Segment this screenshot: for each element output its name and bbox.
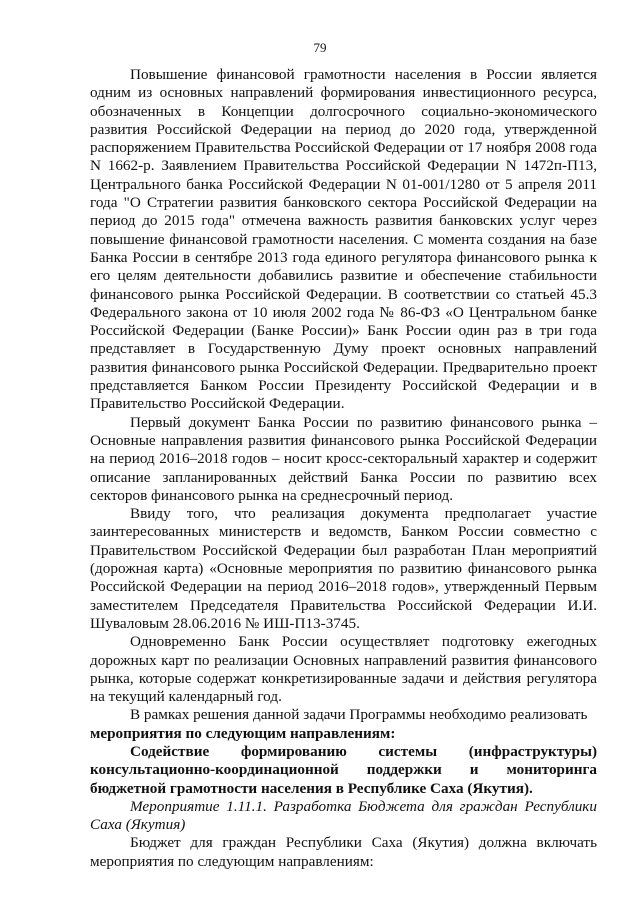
- paragraph-support-system: Содействие формированию системы (инфраструктуры) консультационно-координационной поддержки и мониторинга бюджетной грамотности населения в Республике Саха (Якутия).: [90, 742, 597, 797]
- paragraph-annual-roadmaps: Одновременно Банк России осуществляет подготовку ежегодных дорожных карт по реализации Основных направлений развития финансового рынка, которые содержат конкретизированные задачи и действия регулятора на текущий календарный год.: [90, 633, 597, 706]
- paragraph-financial-literacy: Повышение финансовой грамотности населения в России является одним из основных направлений формирования инвестиционного ресурса, обозначенных в Концепции долгосрочного социально-экономического развития Российской Федерации на период до 2020 года, утвержденной распоряжением Правительства Российской Федерации от 17 ноября 2008 года N 1662-р. Заявлением Правительства Российской Федерации N 1472п-П13, Центрального банка Российской Федерации N 01-001/1280 от 5 апреля 2011 года "О Стратегии развития банковского сектора Российской Федерации на период до 2015 года" отмечена важность развития банковских услуг через повышение финансовой грамотности населения. С момента создания на базе Банка России в сентябре 2013 года единого регулятора финансового рынка к его целям деятельности добавились развитие и обеспечение стабильности финансового рынка Российской Федерации. В соответствии со статьей 45.3 Федерального закона от 10 июля 2002 года № 86-ФЗ «О Центральном банке Российской Федерации (Банке России)» Банк России один раз в три года представляет в Государственную Думу проект основных направлений развития финансового рынка Российской Федерации. Предварительно проект представляется Банком России Президенту Российской Федерации и в Правительство Российской Федерации.: [90, 66, 597, 413]
- paragraph-measure-title: Мероприятие 1.11.1. Разработка Бюджета для граждан Республики Саха (Якутия): [90, 797, 597, 834]
- page-number: 79: [313, 40, 327, 55]
- paragraph-first-document: Первый документ Банка России по развитию финансового рынка – Основные направления развития финансового рынка Российской Федерации на период 2016–2018 годов – носит кросс-секторальный характер и содержит описание запланированных действий Банка России по развитию всех секторов финансового рынка на среднесрочный период.: [90, 413, 597, 504]
- program-task-heading: мероприятия по следующим направлениям:: [90, 724, 396, 742]
- program-task-intro: В рамках решения данной задачи Программы необходимо реализовать: [130, 706, 588, 724]
- document-body: [90, 66, 597, 871]
- paragraph-program-task: [90, 706, 597, 743]
- paragraph-citizens-budget: Бюджет для граждан Республики Саха (Якутия) должна включать мероприятия по следующим направлениям:: [90, 834, 597, 870]
- paragraph-roadmap-plan: Ввиду того, что реализация документа предполагает участие заинтересованных министерств и ведомств, Банком России совместно с Правительством Российской Федерации был разработан План мероприятий (дорожная карта) «Основные мероприятия по развитию финансового рынка Российской Федерации на период 2016–2018 годов», утвержденный Первым заместителем Председателя Правительства Российской Федерации И.И. Шуваловым 28.06.2016 № ИШ-П13-3745.: [90, 505, 597, 632]
